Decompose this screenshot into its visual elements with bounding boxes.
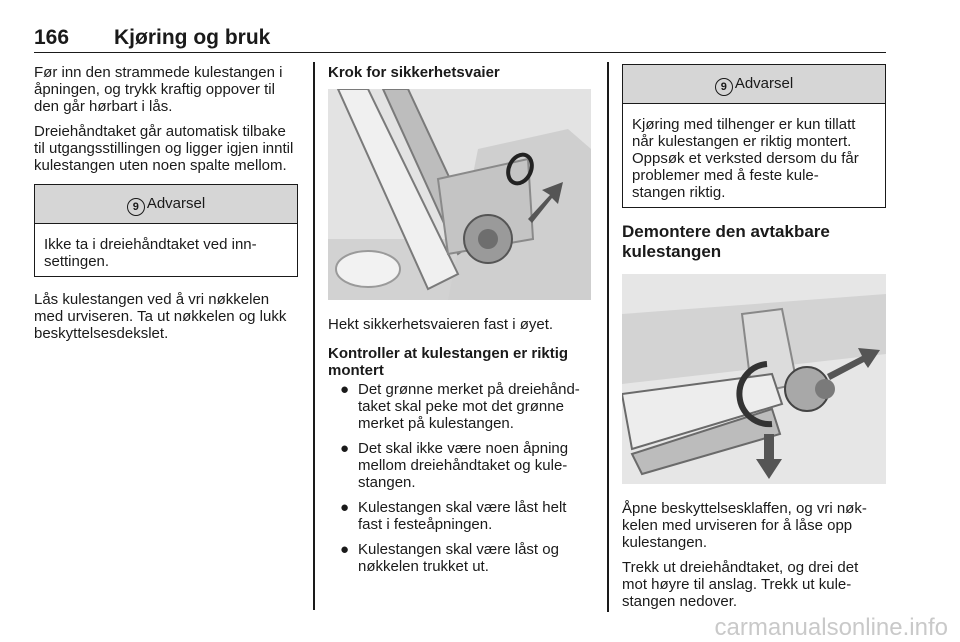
checklist bbox=[328, 381, 594, 575]
column-2 bbox=[328, 64, 594, 583]
page-title: Kjøring og bruk bbox=[114, 26, 271, 49]
sub-heading: Kontroller at kulestangen er riktig montert bbox=[328, 345, 569, 379]
column-3 bbox=[622, 64, 886, 618]
section-heading: Demontere den avtakbare kulestangen bbox=[622, 222, 830, 261]
paragraph: Dreiehåndtaket går automatisk tilbake til utgangsstillingen og ligger igjen inntil kulestangen uten noen spalte mellom. bbox=[34, 123, 294, 174]
paragraph: Åpne beskyttelsesklaffen, og vri nøk- kelen med urviseren for å låse opp kulestangen. bbox=[622, 500, 867, 551]
warning-text: Kjøring med tilhenger er kun tillatt når kulestangen er riktig montert. Oppsøk et verksted dersom du får problemer med å feste kule- stangen riktig. bbox=[632, 116, 859, 201]
warning-icon: 9 bbox=[715, 78, 733, 96]
warning-title: Advarsel bbox=[734, 75, 794, 92]
section-heading: Krok for sikkerhetsvaier bbox=[328, 64, 500, 81]
list-item: ● Det skal ikke være noen åpning mellom dreiehåndtaket og kule- stangen. bbox=[340, 440, 569, 491]
paragraph: Lås kulestangen ved å vri nøkkelen med urviseren. Ta ut nøkkelen og lukk beskyttelsesdekslet. bbox=[34, 291, 287, 342]
warning-text: Ikke ta i dreiehåndtaket ved inn- settingen. bbox=[44, 236, 257, 270]
list-item: ● Det grønne merket på dreiehånd- taket skal peke mot det grønne merket på kulestangen. bbox=[340, 381, 580, 432]
bullet-icon: ● bbox=[340, 541, 350, 558]
bullet-icon: ● bbox=[340, 440, 350, 457]
list-item: ● Kulestangen skal være låst og nøkkelen trukket ut. bbox=[340, 541, 559, 575]
safety-cable-hook-illustration bbox=[328, 89, 591, 300]
list-item: ● Kulestangen skal være låst helt fast i festeåpningen. bbox=[340, 499, 567, 533]
bullet-icon: ● bbox=[340, 499, 350, 516]
column-divider bbox=[607, 62, 609, 612]
column-1 bbox=[34, 64, 298, 350]
page-header bbox=[34, 26, 886, 53]
warning-box bbox=[34, 184, 298, 277]
paragraph: Trekk ut dreiehåndtaket, og drei det mot høyre til anslag. Trekk ut kule- stangen nedover. bbox=[622, 559, 859, 610]
paragraph: Før inn den strammede kulestangen i åpningen, og trykk kraftig oppover til den går hørbart i lås. bbox=[34, 64, 283, 115]
page-number: 166 bbox=[34, 26, 70, 49]
bullet-icon: ● bbox=[340, 381, 350, 398]
removable-tow-bar-illustration bbox=[622, 274, 886, 484]
warning-header bbox=[35, 185, 297, 224]
image-caption: Hekt sikkerhetsvaieren fast i øyet. bbox=[328, 316, 554, 333]
column-divider bbox=[313, 62, 315, 610]
warning-title: Advarsel bbox=[146, 195, 206, 212]
warning-box bbox=[622, 64, 886, 208]
warning-header bbox=[623, 65, 885, 104]
watermark: carmanualsonline.info bbox=[714, 614, 948, 641]
warning-icon: 9 bbox=[127, 198, 145, 216]
